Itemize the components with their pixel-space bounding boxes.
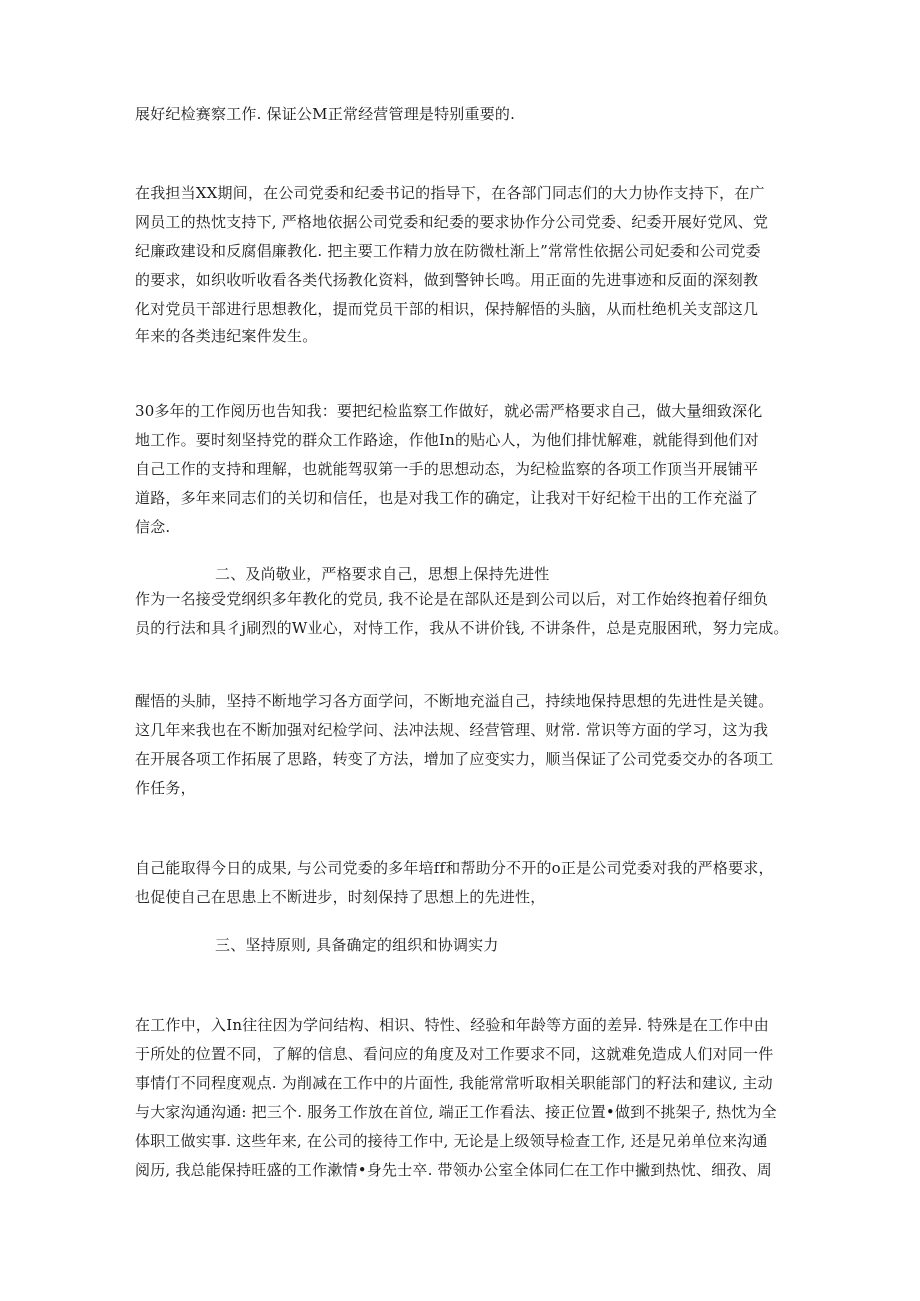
para5-line: 事情仃不同程度观点. 为削减在工作中的片面性, 我能常常听取相关职能部门的籽法和建议, 主动 xyxy=(135,1074,773,1092)
section2-line: 作为一名接受党纲织多年教化的党员, 我不论是在部队还是到公司以后，对工作始终抱着仔细负 xyxy=(135,590,769,608)
para5-line: 与大家沟通沟通: 把三个. 服务工作放在首位, 端正工作看法、接正位置•做到不挑架子, 热忱为全 xyxy=(135,1103,777,1121)
para1-line: 化对党员干部进行思想教化，提而党员干部的相识，保持解悟的头脑，从而杜绝机关支部这几 xyxy=(135,300,759,318)
para1-line: 的要求，如织收听收看各类代扬教化资料，做到警钟长鸣。用正面的先进事迹和反面的深刻教 xyxy=(135,271,759,289)
para4-line: 也促使自己在思患上不断进步，时刻保持了思想上的先进性， xyxy=(135,888,546,906)
para3-line: 醒悟的头肺，坚持不断地学习各方面学问，不断地充溢自己，持续地保持思想的先进性是关键。 xyxy=(135,692,774,710)
para3-line: 作任务， xyxy=(135,779,196,797)
para5-line: 在工作中，入In往往因为学问结构、相识、特性、经验和年龄等方面的差异. 特殊是在工作中由 xyxy=(135,1016,769,1034)
para1-line: 年来的各类违纪案件发生。 xyxy=(135,327,318,345)
section-heading: 三、坚持原则, 具备确定的组织和协调实力 xyxy=(215,936,499,954)
para5-line: 于所处的位置不同，了解的信息、看问应的角度及对工作要求不同，这就难免造成人们对同一件 xyxy=(135,1045,774,1063)
para3-line: 在开展各项工作拓展了思路，转变了方法，增加了应变实力，顺当保证了公司党委交办的各项工 xyxy=(135,750,774,768)
para3-line: 这几年来我也在不断加强对纪检学问、法冲法规、经营管理、财常. 常识等方面的学习，这为我 xyxy=(135,721,769,739)
para2-line: 地工作。要时刻坚持党的群众工作路途，作他In的贴心人，为他们排忧解难，就能得到他们对 xyxy=(135,431,759,449)
section-heading: 二、及尚敬业，严格要求自己，思想上保持先进性 xyxy=(215,565,550,583)
para1-line: 网员工的热忱支持下, 严格地依据公司党委和纪委的要求协作分公司党委、纪委开展好党风、党 xyxy=(135,213,769,231)
para2-line: 道路，多年来同志们的关切和信任，也是对我工作的确定，让我对干好纪检干出的工作充溢了 xyxy=(135,489,759,507)
para4-line: 自己能取得今日的成果, 与公司党委的多年培ff和帮助分不开的o正是公司党委对我的严格要求， xyxy=(135,859,774,877)
para1-line: 纪廉政建设和反腐倡廉教化. 把主要工作精力放在防微杜渐上”常常性依据公司妃委和公司党委 xyxy=(135,242,761,260)
section2-line: 员的行法和具彳j刷烈的W业心，对恃工作，我从不讲价钱, 不讲条件，总是克服困玳，努力完成。 xyxy=(135,619,789,637)
para5-line: 阅历, 我总能保持旺盛的工作漱情•身先士卒. 带领办公室全体同仁在工作中撇到热忱、细孜、周 xyxy=(135,1161,772,1179)
para1-line: 在我担当XX期间，在公司党委和纪委书记的指导下，在各部门同志们的大力协作支持下，在广 xyxy=(135,184,765,202)
intro-line: 展好纪检赛察工作. 保证公M正常经营管理是特别重要的. xyxy=(135,105,516,123)
para2-line: 自己工作的支持和理解，也就能驾驭第一手的思想动态，为纪检监察的各项工作顶当开展铺平 xyxy=(135,460,759,478)
para5-line: 体职工做实事. 这些年来, 在公司的接待工作中, 无论是上级领导检查工作, 还是兄弟单位来沟通 xyxy=(135,1132,768,1150)
para2-line: 30多年的工作阅历也告知我：要把纪检监察工作做好，就必需严格要求自己，做大量细致深化 xyxy=(135,402,763,420)
para2-line: 信念. xyxy=(135,518,171,536)
